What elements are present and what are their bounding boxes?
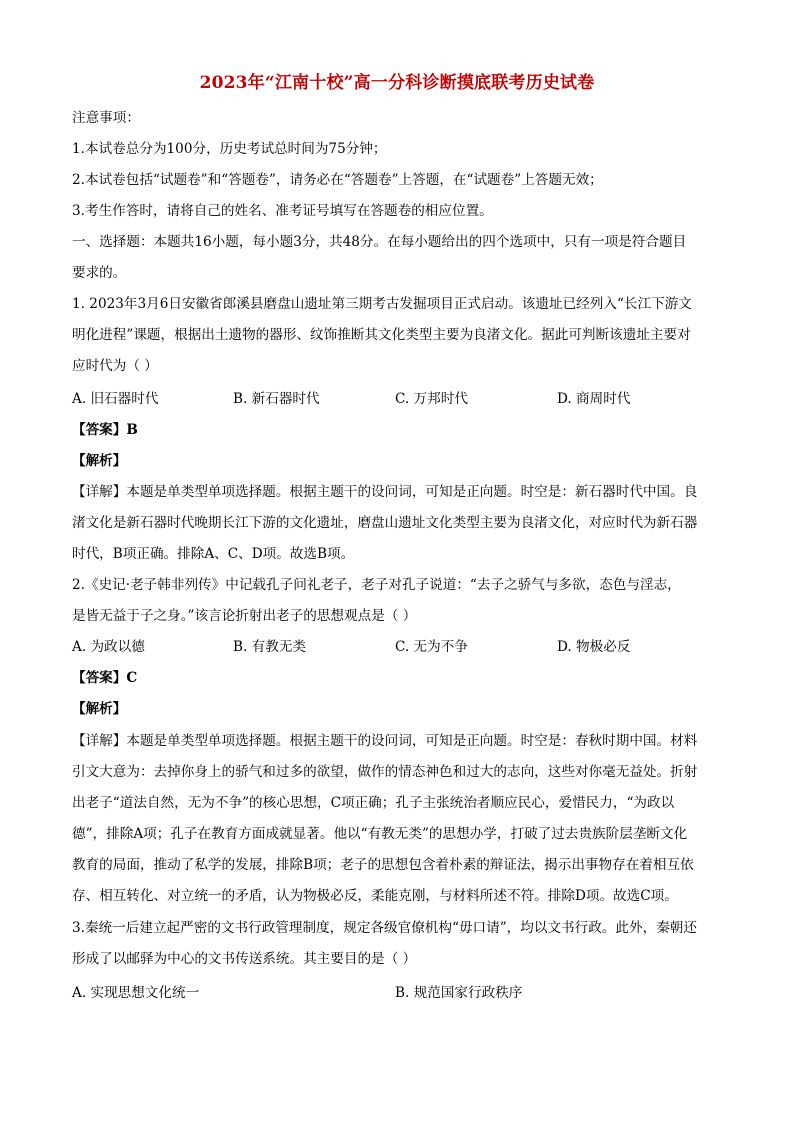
question-1-stem: 应时代为（ ） [72,358,158,374]
question-2-stem: 是皆无益于子之身。”该言论折射出老子的思想观点是（ ） [72,608,417,624]
question-2-option-a: A. 为政以德 [72,639,145,655]
notice-item: 2.本试卷包括“试题卷”和“答题卷”，请务必在“答题卷”上答题，在“试题卷”上答题无效； [72,172,603,188]
question-2-stem: 2.《史记·老子韩非列传》中记载孔子问礼老子，老子对孔子说道：“去子之骄气与多欲，态色与淫志， [72,577,681,593]
question-2-detail: 【详解】本题是单类型单项选择题。根据主题干的设问词，可知是正向题。时空是：春秋时期中国。材料 [72,733,698,749]
notice-item: 3.考生作答时，请将自己的姓名、准考证号填写在答题卷的相应位置。 [72,203,493,219]
question-2-detail: 存、相互转化、对立统一的矛盾，认为物极必反，柔能克刚，与材料所述不符。排除D项。故选C项。 [72,888,678,904]
question-1-option-c: C. 万邦时代 [395,391,468,407]
question-2-analysis-label: 【解析】 [72,701,127,717]
question-1-detail: 时代，B项正确。排除A、C、D项。故选B项。 [72,546,355,562]
question-2-option-c: C. 无为不争 [395,639,468,655]
question-1-detail: 【详解】本题是单类型单项选择题。根据主题干的设问词，可知是正向题。时空是：新石器时代中国。良 [72,484,698,500]
question-1-detail: 渚文化是新石器时代晚期长江下游的文化遗址，磨盘山遗址文化类型主要为良渚文化，对应时代为新石器 [72,515,698,531]
notice-heading: 注意事项： [72,110,140,126]
question-1-stem: 1. 2023年3月6日安徽省郎溪县磨盘山遗址第三期考古发掘项目正式启动。该遗址已经列入“长江下游文 [72,296,692,312]
question-1-stem: 明化进程”课题，根据出土遗物的器形、纹饰推断其文化类型主要为良渚文化。据此可判断该遗址主要对 [72,327,691,343]
page-title: 2023年“江南十校”高一分科诊断摸底联考历史试卷 [199,73,595,93]
question-1-answer: 【答案】B [72,422,138,438]
question-2-detail: 引文大意为：去掉你身上的骄气和过多的欲望，做作的情态神色和过大的志向，这些对你毫无益处。折射 [72,764,698,780]
question-2-option-b: B. 有教无类 [233,639,307,655]
question-3-stem: 形成了以邮驿为中心的文书传送系统。其主要目的是（ ） [72,951,417,967]
question-1-analysis-label: 【解析】 [72,453,127,469]
question-2-detail: 教育的局面，推动了私学的发展，排除B项；老子的思想包含着朴素的辩证法，揭示出事物存在着相互依 [72,857,694,873]
question-1-option-a: A. 旧石器时代 [72,391,159,407]
question-2-detail: 出老子“道法自然，无为不争”的核心思想，C项正确；孔子主张统治者顺应民心，爱惜民力，“为政以 [72,795,675,811]
question-2-answer: 【答案】C [72,670,138,686]
question-2-detail: 德”，排除A项；孔子在教育方面成就显著。他以“有教无类”的思想办学，打破了过去贵族阶层垄断文化 [72,826,688,842]
question-3-stem: 3.秦统一后建立起严密的文书行政管理制度，规定各级官僚机构“毋口请”，均以文书行政。此外，秦朝还 [72,920,697,936]
question-2-option-d: D. 物极必反 [557,639,631,655]
question-1-option-d: D. 商周时代 [557,391,631,407]
section-heading-cont: 要求的。 [72,265,127,281]
question-3-option-b: B. 规范国家行政秩序 [395,985,523,1001]
question-1-option-b: B. 新石器时代 [233,391,320,407]
notice-item: 1.本试卷总分为100分，历史考试总时间为75分钟； [72,141,387,157]
question-3-option-a: A. 实现思想文化统一 [72,985,200,1001]
section-heading: 一、选择题：本题共16小题，每小题3分，共48分。在每小题给出的四个选项中，只有一项是符合题目 [72,234,687,250]
